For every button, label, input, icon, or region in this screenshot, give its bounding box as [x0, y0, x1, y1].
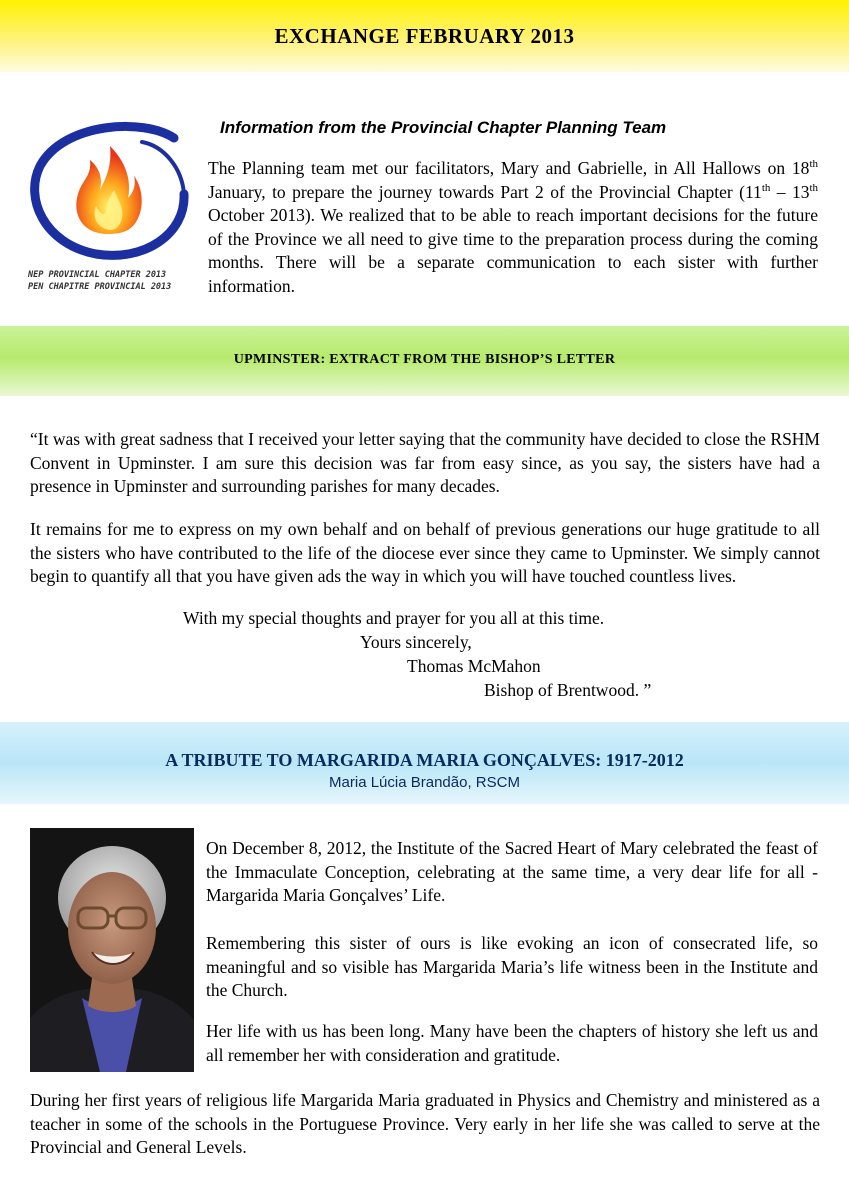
portrait-photo — [30, 828, 194, 1072]
tribute-paragraph-1: On December 8, 2012, the Institute of the Sacred Heart of Mary celebrated the feast of the Immaculate Conception, celebrating at the same time, a very dear life for all - Margarida Maria Gonçalves’ Life. — [206, 838, 818, 905]
tribute-author: Maria Lúcia Brandão, RSCM — [329, 774, 520, 791]
flame-logo-icon — [24, 116, 200, 266]
tribute-heading: A TRIBUTE TO MARGARIDA MARIA GONÇALVES: 1917-2012 — [165, 750, 684, 770]
bishop-heading: UPMINSTER: EXTRACT FROM THE BISHOP’S LETTER — [233, 352, 616, 367]
tribute-paragraph-4: During her first years of religious life Margarida Maria graduated in Physics and Chemistry and ministered as a teacher in some of the schools in the Portuguese Province. Very early in her life she was called to serve at the Provincial and General Levels. — [30, 1090, 820, 1157]
tribute-section-band — [0, 722, 849, 804]
letter-signatory-name: Thomas McMahon — [407, 656, 541, 676]
bishop-section-band — [0, 326, 849, 396]
tribute-paragraph-3: Her life with us has been long. Many have been the chapters of history she left us and all remember her with consideration and gratitude. — [206, 1021, 818, 1065]
newsletter-title: EXCHANGE FEBRUARY 2013 — [274, 24, 575, 48]
planning-heading: Information from the Provincial Chapter Planning Team — [220, 118, 667, 137]
logo-caption-french: PEN CHAPITRE PROVINCIAL 2013 — [28, 282, 172, 292]
tribute-paragraph-2: Remembering this sister of ours is like evoking an icon of consecrated life, so meaningful and so visible has Margarida Maria’s life witness been in the Institute and the Church. — [206, 933, 818, 1000]
planning-paragraph: The Planning team met our facilitators, Mary and Gabrielle, in All Hallows on 18th January, to prepare the journey towards Part 2 of the Provincial Chapter (11th – 13th October 2013). We realized that to be able to reach important decisions for the future of the Province we all need to give time to the preparation process during the coming months. There will be a separate communication to each sister with further information. — [208, 158, 819, 296]
letter-signatory-title: Bishop of Brentwood. ” — [484, 680, 652, 700]
header-band — [0, 0, 849, 72]
portrait-image-icon — [30, 828, 194, 1072]
chapter-logo — [24, 116, 200, 296]
logo-caption-english: NEP PROVINCIAL CHAPTER 2013 — [28, 270, 167, 280]
letter-closing-line: With my special thoughts and prayer for you all at this time. — [183, 608, 605, 628]
letter-valediction: Yours sincerely, — [360, 632, 472, 652]
letter-paragraph-2: It remains for me to express on my own behalf and on behalf of previous generations our huge gratitude to all the sisters who have contributed to the life of the diocese ever since they came to Upminster. We simply cannot begin to quantify all that you have given ads the way in which you will have touched countless lives. — [30, 519, 820, 586]
letter-paragraph-1: “It was with great sadness that I received your letter saying that the community have decided to close the RSHM Convent in Upminster. I am sure this decision was far from easy since, as you say, the sisters have had a presence in Upminster and surrounding parishes for many decades. — [30, 429, 820, 496]
